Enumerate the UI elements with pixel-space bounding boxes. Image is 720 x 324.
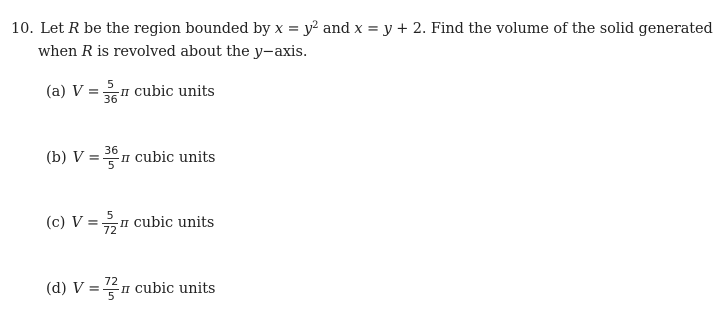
fraction-denominator: 5 [107,158,115,172]
problem-text: Let [40,21,65,37]
math-operator: = [287,21,300,37]
equals-sign: = [88,150,101,166]
math-variable: x [274,21,283,37]
unit-text: cubic units [134,281,216,297]
volume-variable: V [72,281,84,297]
problem-text: be the region bounded by [83,21,271,37]
fraction [102,210,118,237]
problem-text: Find the volume of the solid generated [430,21,713,37]
fraction-numerator: 5 [106,208,114,222]
volume-variable: V [71,84,83,100]
pi-symbol: π [121,281,130,297]
equals-sign: = [87,84,100,100]
answer-option-d[interactable] [46,269,216,309]
unit-text: cubic units [134,84,215,100]
answer-option-c[interactable] [46,203,214,243]
answer-option-b[interactable] [46,138,216,178]
fraction-numerator: 5 [107,77,115,91]
pi-symbol: π [120,84,130,100]
math-constant: + 2. [396,21,427,37]
pi-symbol: π [121,150,130,166]
fraction-numerator: 72 [104,274,119,288]
unit-text: cubic units [133,215,215,231]
problem-number: 10. [11,21,34,37]
fraction-numerator: 36 [104,143,119,157]
math-variable: y [304,21,313,37]
equals-sign: = [86,215,100,231]
option-label: (d) [46,281,67,297]
problem-line-2 [11,41,716,64]
option-label: (a) [46,84,66,100]
option-label: (b) [46,150,67,166]
fraction [103,145,119,172]
problem-statement [11,18,716,64]
axis-variable: y [254,44,263,60]
math-operator: = [367,21,380,37]
fraction-denominator: 36 [103,92,118,106]
answer-option-a[interactable] [46,72,215,112]
fraction-denominator: 5 [107,289,115,303]
pi-symbol: π [120,215,129,231]
region-variable: R [68,21,80,37]
unit-text: cubic units [134,150,216,166]
volume-variable: V [72,150,84,166]
equals-sign: = [88,281,101,297]
problem-text: when [38,44,78,60]
region-variable: R [81,44,93,60]
math-variable: y [383,21,392,37]
problem-text: is revolved about the [97,44,250,60]
math-variable: x [354,21,363,37]
math-exponent: 2 [312,20,319,31]
volume-variable: V [71,215,82,231]
fraction [103,276,119,303]
problem-text: and [322,21,350,37]
problem-text: −axis. [262,44,308,60]
fraction [103,79,119,106]
fraction-denominator: 72 [103,223,118,237]
option-label: (c) [46,215,66,231]
